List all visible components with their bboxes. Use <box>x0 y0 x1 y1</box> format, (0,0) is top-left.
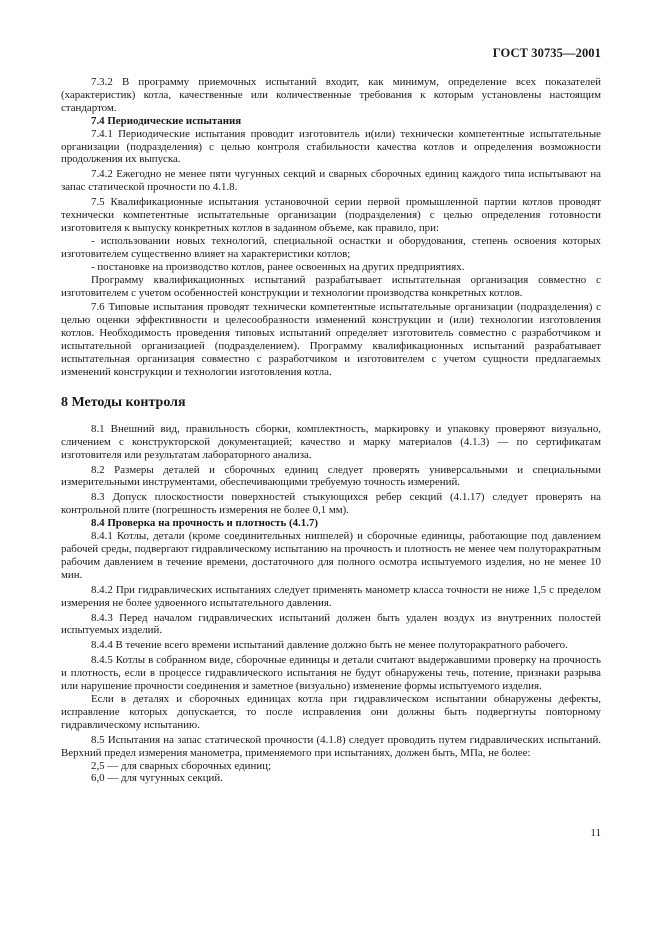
paragraph-7-4-2: 7.4.2 Ежегодно не менее пяти чугунных секций и сварных сборочных единиц каждого типа испытывают на запас статической прочности по 4.1.8. <box>61 168 601 194</box>
list-item-welded-units: 2,5 — для сварных сборочных единиц; <box>91 759 272 772</box>
paragraph-7-3-2: 7.3.2 В программу приемочных испытаний входит, как минимум, определение всех показателей (характеристик) котла, качественные или количественные требования к которым установлены настоящим стандартом. <box>61 76 601 114</box>
paragraph-7-6: 7.6 Типовые испытания проводят технически компетентные испытательные организации (подразделения) с целью оценки эффективности и целесообразности изменений конструкции и (или) технологии изготовления котлов. Необходимость проведения типовых испытаний определяет изготовитель совместно с разработчиком и испытательной организацией (подразделением). Программу квалификационных испытаний разрабатывает испытательная организация совместно с разработчиком и изготовителем с учетом сущности предлагаемых изменений конструкции и технологии изготовления котла. <box>61 301 601 378</box>
paragraph-7-5: 7.5 Квалификационные испытания установочной серии первой промышленной партии котлов проводят технически компетентные испытательные организации (подразделения) с целью определения готовности изготовителя к выпуску конкретных котлов в заданном объеме, как правило, при: <box>61 196 601 234</box>
heading-7-4: 7.4 Периодические испытания <box>91 114 242 127</box>
section-title-8: 8 Методы контроля <box>61 394 186 410</box>
paragraph-8-4-3: 8.4.3 Перед началом гидравлических испытаний должен быть удален воздух из внутренних полостей испытуемых изделий. <box>61 611 601 637</box>
list-item-new-technologies: - использовании новых технологий, специальной оснастки и оборудования, степень освоения которых изготовителем существенно влияет на характеристики котлов; <box>61 234 601 260</box>
paragraph-8-4-2: 8.4.2 При гидравлических испытаниях следует применять манометр класса точности не ниже 1,5 с пределом измерения не более удвоенного испытательного давления. <box>61 583 601 609</box>
paragraph-8-2: 8.2 Размеры деталей и сборочных единиц следует проверять универсальными и специальными измерительными инструментами, обеспечивающими требуемую точность измерений. <box>61 463 601 489</box>
paragraph-qualification-program: Программу квалификационных испытаний разрабатывает испытательная организация совместно с изготовителем с учетом особенностей конструкции и технологии производства конкретных котлов. <box>61 273 601 299</box>
list-item-production-setup: - постановке на производство котлов, ранее освоенных на других предприятиях. <box>91 260 465 273</box>
list-item-cast-iron-sections: 6,0 — для чугунных секций. <box>91 772 223 785</box>
paragraph-defects: Если в деталях и сборочных единицах котла при гидравлическом испытании обнаружены дефекты, исправление которых допускается, то после исправления они должны быть подвергнуты повторному гидравлическому испытанию. <box>61 692 601 731</box>
paragraph-8-3: 8.3 Допуск плоскостности поверхностей стыкующихся ребер секций (4.1.17) следует проверять на контрольной плите (погрешность измерения не более 0,1 мм). <box>61 491 601 517</box>
paragraph-8-4-5: 8.4.5 Котлы в собранном виде, сборочные единицы и детали считают выдержавшими проверку на прочность и плотность, если в процессе гидравлического испытания не будут обнаружены течь, потение, признаки разрыва или нарушение прочности соединения и заметное (визуально) изменение формы испытуемого изделия. <box>61 654 601 693</box>
heading-8-4: 8.4 Проверка на прочность и плотность (4.1.7) <box>91 517 319 530</box>
page-number: 11 <box>590 827 601 839</box>
document-body <box>61 76 601 785</box>
paragraph-8-4-4: 8.4.4 В течение всего времени испытаний давление должно быть не менее полуторакратного рабочего. <box>91 639 568 652</box>
standard-header: ГОСТ 30735—2001 <box>492 46 601 60</box>
paragraph-8-4-1: 8.4.1 Котлы, детали (кроме соединительных ниппелей) и сборочные единицы, работающие под давлением рабочей среды, подвергают гидравлическому испытанию на прочность и плотность не менее чем полуторакратным рабочим давлением в течение времени, достаточного для полного осмотра испытуемого изделия, но не менее 10 мин. <box>61 530 601 581</box>
paragraph-8-1: 8.1 Внешний вид, правильность сборки, комплектность, маркировку и упаковку проверяют визуально, сличением с конструкторской документацией; качество и марку материалов (4.1.3) — по сертификатам изготовителя или результатам лабораторного анализа. <box>61 422 601 461</box>
paragraph-7-4-1: 7.4.1 Периодические испытания проводит изготовитель и(или) технически компетентные испытательные организации (подразделения) с целью контроля стабильности качества котлов и определения возможности продолжения их выпуска. <box>61 127 601 166</box>
paragraph-8-5: 8.5 Испытания на запас статической прочности (4.1.8) следует проводить путем гидравлических испытаний. Верхний предел измерения манометра, применяемого при испытаниях, должен быть, МПа, не более: <box>61 733 601 759</box>
